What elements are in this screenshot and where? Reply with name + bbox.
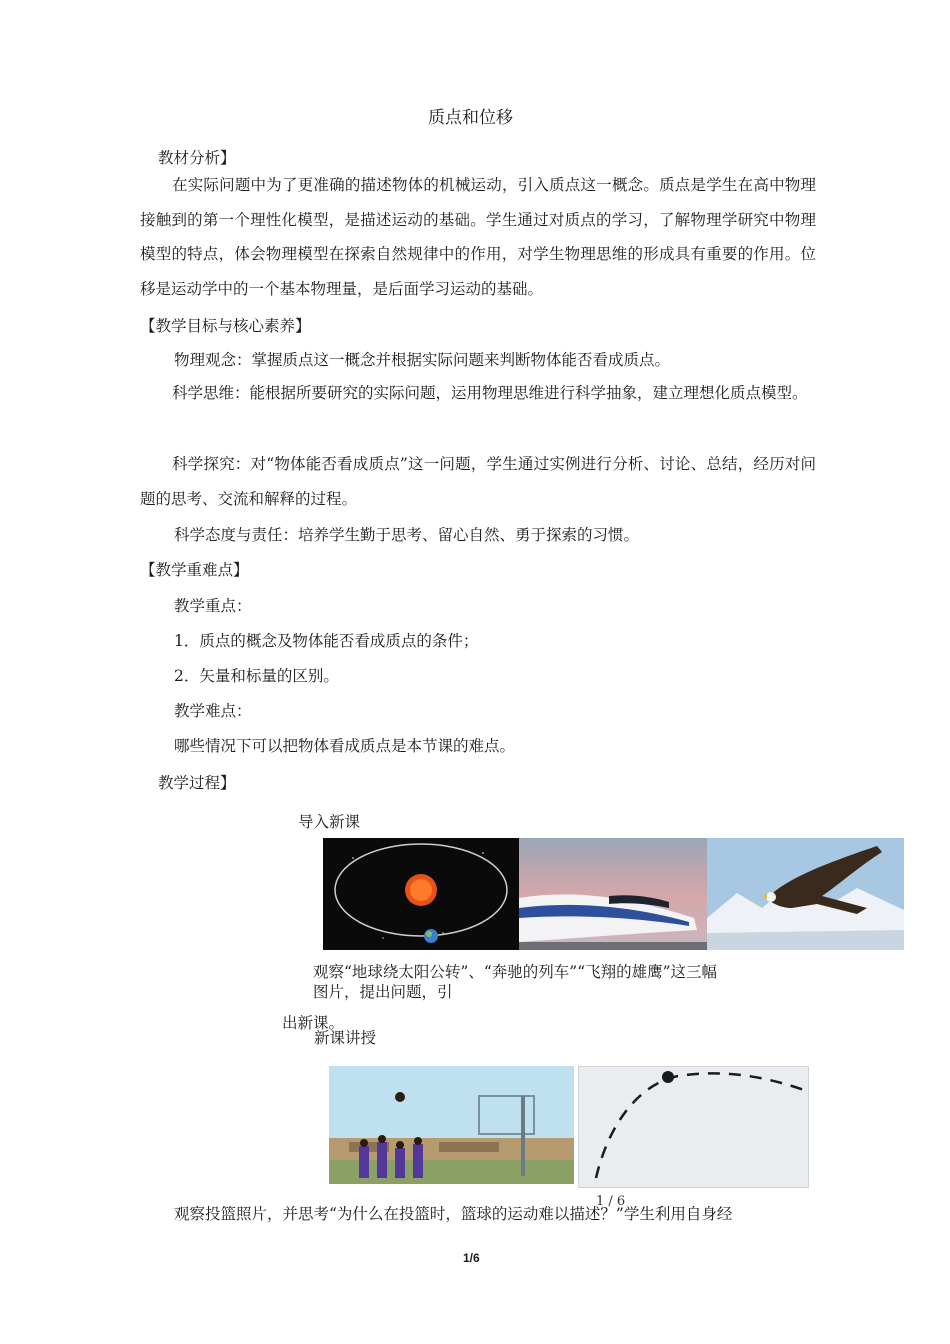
key-point-1: 1．质点的概念及物体能否看成质点的条件； [174, 632, 479, 650]
heading-intro: 导入新课 [298, 813, 361, 831]
goal-attitude-responsibility: 科学态度与责任：培养学生勤于思考、留心自然、勇于探索的习惯。 [174, 526, 640, 544]
intro-caption-line-1: 观察“地球绕太阳公转”、“奔驰的列车”“飞翔的雄鹰”这三幅 [313, 963, 718, 981]
goal-scientific-thinking: 科学思维：能根据所要研究的实际问题，运用物理思维进行科学抽象，建立理想化质点模型。 [172, 384, 808, 402]
basketball-photo [329, 1066, 574, 1184]
goal-scientific-inquiry: 科学探究：对“物体能否看成质点”这一问题，学生通过实例进行分析、讨论、总结，经历对问题的思考、交流和解释的过程。 [140, 455, 816, 508]
basketball-trajectory-diagram [578, 1066, 809, 1188]
eagle-image [707, 838, 904, 950]
heading-teaching-goals: 【教学目标与核心素养】 [140, 317, 311, 335]
goal-physics-concept: 物理观念：掌握质点这一概念并根据实际问题来判断物体能否看成质点。 [174, 351, 671, 369]
heading-teaching-process: 教学过程】 [158, 774, 236, 792]
analysis-paragraph: 在实际问题中为了更准确的描述物体的机械运动，引入质点这一概念。质点是学生在高中物理接触到的第一个理性化模型，是描述运动的基础。学生通过对质点的学习，了解物理学研究中物理模型的特点，体会物理模型在探索自然规律中的作用，对学生物理思维的形成具有重要的作用。位移是运动学中的一个基本物理量，是后面学习运动的基础。 [140, 176, 816, 298]
document-title: 质点和位移 [428, 108, 513, 128]
difficult-point-text: 哪些情况下可以把物体看成质点是本节课的难点。 [174, 737, 516, 755]
heading-new-lesson: 新课讲授 [314, 1029, 377, 1047]
heading-textbook-analysis: 教材分析】 [158, 149, 236, 167]
earth-orbit-image [323, 838, 519, 950]
difficult-points-label: 教学难点： [174, 702, 252, 720]
key-point-2: 2．矢量和标量的区别。 [174, 667, 339, 685]
basketball-caption: 观察投篮照片，并思考“为什么在投篮时，篮球的运动难以描述？”学生利用自身经 [174, 1205, 733, 1223]
overlapped-page-marker: 1 / 6 [596, 1194, 626, 1209]
intro-caption-line-3: 出新课。 [282, 1014, 345, 1032]
page-number: 1/6 [463, 1251, 480, 1265]
key-points-label: 教学重点： [174, 597, 252, 615]
train-image [519, 838, 707, 950]
heading-key-difficult-points: 【教学重难点】 [140, 561, 249, 579]
intro-caption-line-2: 图片，提出问题，引 [313, 983, 453, 1001]
